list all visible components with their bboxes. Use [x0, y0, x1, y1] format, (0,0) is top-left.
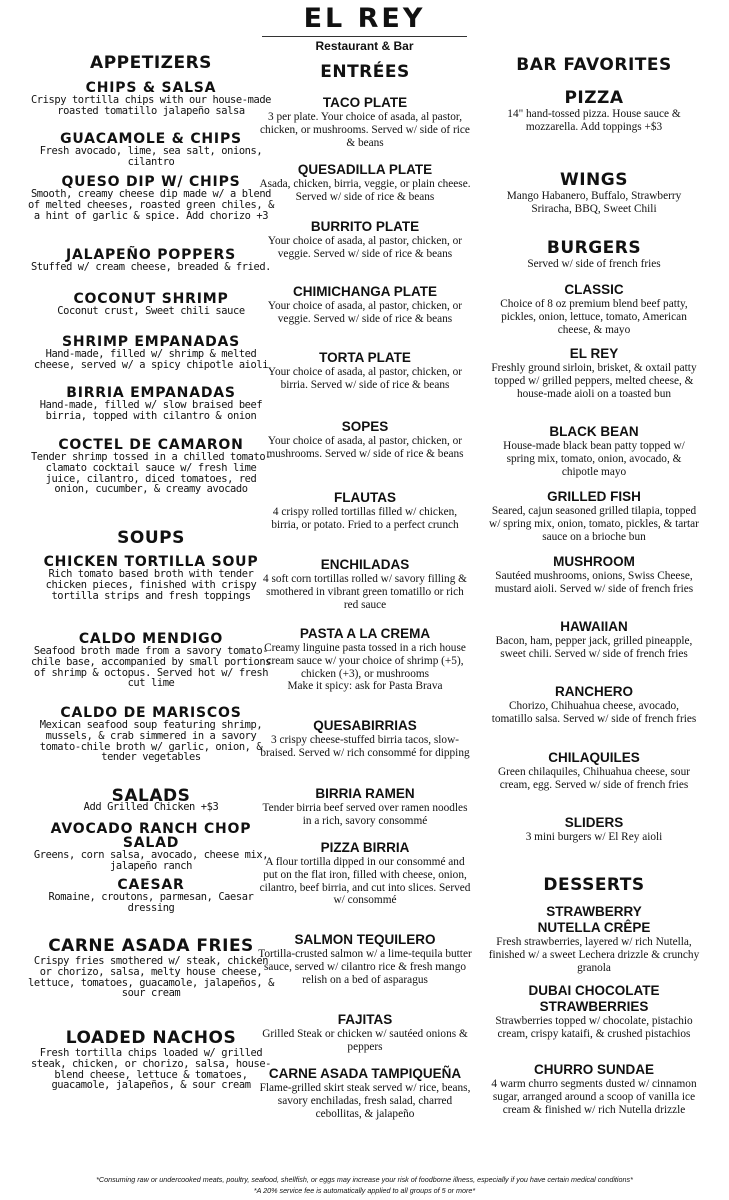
- menu-item: [28, 335, 274, 371]
- item-description: 14" hand-tossed pizza. House sauce & mozzarella. Add toppings +$3: [507, 108, 681, 133]
- menu-item: [258, 95, 472, 149]
- item-description: Fresh avocado, lime, sea salt, onions, cilantro: [39, 145, 263, 168]
- menu-header: [0, 0, 729, 53]
- section-title-bar-favorites: BAR FAVORITES: [516, 55, 672, 75]
- item-name: CARNE ASADA TAMPIQUEÑA: [268, 1066, 462, 1081]
- item-name: SLIDERS: [564, 815, 624, 830]
- item-name: AVOCADO RANCH CHOP SALAD: [50, 821, 252, 851]
- item-description: Rich tomato based broth with tender chicken pieces, finished with crispy tortilla strips and fresh toppings: [45, 568, 257, 602]
- burgers-note: [488, 258, 700, 271]
- menu-item: [258, 490, 472, 532]
- item-description: Mango Habanero, Buffalo, Strawberry Sriracha, BBQ, Sweet Chili: [506, 190, 682, 215]
- item-extra-note: Make it spicy: ask for Pasta Brava: [287, 680, 443, 693]
- salads-note: [28, 802, 274, 813]
- menu-item: [488, 983, 700, 1041]
- menu-item: [488, 88, 700, 134]
- menu-item: [28, 132, 274, 168]
- item-description: Freshly ground sirloin, brisket, & oxtail patty topped w/ grilled peppers, melted cheese, & house-made aioli on a toasted bun: [491, 362, 697, 400]
- menu-item: [28, 81, 274, 117]
- item-description: Chorizo, Chihuahua cheese, avocado, tomatillo salsa. Served w/ side of french fries: [491, 700, 697, 725]
- item-name: GUACAMOLE & CHIPS: [60, 131, 242, 147]
- item-name: HAWAIIAN: [560, 619, 628, 634]
- menu-item-featured: [28, 936, 274, 999]
- footer-disclaimer: [0, 1174, 729, 1196]
- menu-item: [258, 932, 472, 986]
- menu-item: [258, 162, 472, 204]
- item-name: STRAWBERRY NUTELLA CRÊPE: [537, 904, 651, 935]
- menu-item: [488, 750, 700, 792]
- item-name: JALAPEÑO POPPERS: [65, 247, 237, 263]
- item-description: Seared, cajun seasoned grilled tilapia, topped w/ spring mix, onion, tomato, pickles, & tartar sauce on a brioche bun: [489, 505, 699, 543]
- item-name: TORTA PLATE: [319, 350, 411, 365]
- section-title-desserts: DESSERTS: [543, 875, 645, 895]
- menu-item: [488, 424, 700, 478]
- item-name: BIRRIA RAMEN: [315, 786, 415, 801]
- section-title-entrees: ENTRÉES: [320, 62, 410, 82]
- menu-item: [488, 619, 700, 661]
- menu-item: [488, 170, 700, 216]
- item-description: Fresh tortilla chips loaded w/ grilled steak, chicken, or chorizo, salsa, house-blend cheese, lettuce & tomatoes, guacamole, jalapeños, & sour cream: [30, 1047, 272, 1092]
- menu-item: [258, 718, 472, 760]
- item-name: LOADED NACHOS: [65, 1028, 237, 1048]
- menu-item: [258, 1066, 472, 1120]
- item-name: QUESO DIP W/ CHIPS: [61, 174, 241, 190]
- item-name: CHIMICHANGA PLATE: [293, 284, 437, 299]
- menu-item: [488, 1062, 700, 1116]
- item-name: QUESABIRRIAS: [313, 718, 417, 733]
- item-description: 4 soft corn tortillas rolled w/ savory filling & smothered in vibrant green tomatillo or rich red sauce: [263, 573, 467, 611]
- item-name: CHILAQUILES: [548, 750, 640, 765]
- item-description: Tender birria beef served over ramen noodles in a rich, savory consommé: [262, 802, 468, 827]
- item-description: 3 per plate. Your choice of asada, al pastor, chicken, or mushrooms. Served w/ side of rice & beans: [260, 111, 470, 149]
- menu-item-featured: [28, 1028, 274, 1091]
- menu-item: [28, 878, 274, 914]
- item-description: Seafood broth made from a savory tomato-chile base, accompanied by small portions of shrimp & octopus. Served hot w/ fresh cut lime: [30, 645, 272, 690]
- menu-item: [28, 386, 274, 422]
- item-name: SALMON TEQUILERO: [294, 932, 436, 947]
- item-description: Sautéed mushrooms, onions, Swiss Cheese, mustard aioli. Served w/ side of french fries: [494, 570, 694, 595]
- item-description: Your choice of asada, al pastor, chicken, or birria. Served w/ side of rice & beans: [267, 366, 463, 391]
- item-description: Your choice of asada, al pastor, chicken, or mushrooms. Served w/ side of rice & beans: [266, 435, 464, 460]
- item-description: Smooth, creamy cheese dip made w/ a blend of melted cheeses, roasted green chiles, & a hint of garlic & spice. Add chorizo +3: [28, 188, 274, 222]
- menu-item: [488, 904, 700, 974]
- item-description: Stuffed w/ cream cheese, breaded & fried.: [30, 261, 272, 273]
- item-description: Fresh strawberries, layered w/ rich Nutella, finished w/ a sweet Lechera drizzle & crunchy granola: [488, 936, 700, 974]
- item-name: CALDO DE MARISCOS: [60, 705, 242, 721]
- item-description: Strawberries topped w/ chocolate, pistachio cream, crispy kataifi, & crushed pistachios: [495, 1015, 693, 1040]
- item-description: A flour tortilla dipped in our consommé and put on the flat iron, filled with cheese, onion, cilantro, beef birria, and cut into slices. Served w/ consommé: [259, 856, 471, 907]
- section-title-burgers: BURGERS: [546, 238, 642, 258]
- menu-item: [488, 684, 700, 726]
- item-name: WINGS: [559, 170, 628, 190]
- menu-item: [258, 786, 472, 828]
- item-name: FAJITAS: [337, 1012, 393, 1027]
- item-description: Tender shrimp tossed in a chilled tomato-clamato cocktail sauce w/ fresh lime juice, cilantro, diced tomatoes, red onion, cucumber, & creamy avocado: [30, 451, 272, 496]
- item-name: CHIPS & SALSA: [85, 80, 217, 96]
- menu-item: [28, 706, 274, 763]
- menu-item: [258, 219, 472, 261]
- item-name: BURRITO PLATE: [310, 219, 420, 234]
- item-description: Greens, corn salsa, avocado, cheese mix, jalapeño ranch: [33, 849, 269, 872]
- item-name: ENCHILADAS: [320, 557, 410, 572]
- section-title-salads: SALADS: [111, 786, 191, 806]
- item-name: CLASSIC: [564, 282, 624, 297]
- menu-item: [28, 555, 274, 601]
- menu-item: [258, 840, 472, 907]
- item-description: Grilled Steak or chicken w/ sautéed onions & peppers: [262, 1028, 468, 1053]
- section-title-soups: SOUPS: [117, 528, 185, 548]
- item-description: Coconut crust, Sweet chili sauce: [57, 305, 245, 317]
- item-name: CAESAR: [117, 877, 185, 893]
- item-description: Hand-made, filled w/ slow braised beef birria, topped with cilantro & onion: [39, 399, 263, 422]
- item-description: Mexican seafood soup featuring shrimp, mussels, & crab simmered in a savory tomato-chile broth w/ garlic, onion, & tender vegetables: [39, 719, 263, 764]
- item-name: PASTA A LA CREMA: [299, 626, 431, 641]
- item-name: SOPES: [341, 419, 389, 434]
- item-description: 4 crispy rolled tortillas filled w/ chicken, birria, or potato. Fried to a perfect crunch: [271, 506, 459, 531]
- item-name: EL REY: [569, 346, 619, 361]
- menu-item: [28, 438, 274, 495]
- item-name: CHICKEN TORTILLA SOUP: [43, 554, 259, 570]
- menu-item: [28, 632, 274, 689]
- item-name: CARNE ASADA FRIES: [48, 936, 254, 956]
- menu-item: [258, 557, 472, 611]
- item-description: Green chilaquiles, Chihuahua cheese, sour cream, egg. Served w/ side of french fries: [498, 766, 690, 791]
- menu-item: [488, 815, 700, 844]
- item-name: FLAUTAS: [334, 490, 396, 505]
- item-name: QUESADILLA PLATE: [297, 162, 433, 177]
- item-name: PIZZA: [564, 88, 624, 108]
- menu-item: [258, 626, 472, 693]
- menu-item: [28, 248, 274, 273]
- item-name: TACO PLATE: [322, 95, 408, 110]
- menu-item: [258, 350, 472, 392]
- menu-item: [488, 554, 700, 596]
- salads-addon-note: Add Grilled Chicken +$3: [83, 801, 219, 813]
- item-name: MUSHROOM: [553, 554, 635, 569]
- item-name: CHURRO SUNDAE: [533, 1062, 654, 1077]
- item-name: DUBAI CHOCOLATE STRAWBERRIES: [528, 983, 660, 1014]
- item-name: CALDO MENDIGO: [78, 631, 224, 647]
- item-name: BLACK BEAN: [549, 424, 639, 439]
- item-name: GRILLED FISH: [547, 489, 641, 504]
- item-name: COCONUT SHRIMP: [73, 291, 229, 307]
- item-description: Your choice of asada, al pastor, chicken, or veggie. Served w/ side of rice & beans: [267, 300, 463, 325]
- menu-item: [28, 292, 274, 317]
- item-description: Crispy fries smothered w/ steak, chicken or chorizo, salsa, melty house cheese, lettuce, tomatoes, guacamole, jalapeños, & sour cream: [28, 955, 274, 1000]
- section-title-appetizers: APPETIZERS: [90, 53, 212, 73]
- restaurant-name: EL REY: [303, 3, 426, 34]
- restaurant-tagline: Restaurant & Bar: [315, 39, 414, 53]
- menu-item: [488, 346, 700, 400]
- item-description: 3 mini burgers w/ El Rey aioli: [525, 831, 663, 843]
- header-divider: [262, 36, 467, 37]
- item-description: Your choice of asada, al pastor, chicken, or veggie. Served w/ side of rice & beans: [267, 235, 463, 260]
- menu-item: [28, 822, 274, 872]
- item-name: COCTEL DE CAMARON: [58, 437, 244, 453]
- service-fee-notice: *A 20% service fee is automatically applied to all groups of 5 or more*: [253, 1186, 476, 1195]
- item-description: Crispy tortilla chips with our house-made roasted tomatillo jalapeño salsa: [30, 94, 272, 117]
- item-name: RANCHERO: [554, 684, 633, 699]
- menu-item: [258, 284, 472, 326]
- menu-item: [258, 419, 472, 461]
- item-description: House-made black bean patty topped w/ spring mix, tomato, onion, avocado, & chipotle mayo: [503, 440, 685, 478]
- menu-item: [488, 489, 700, 543]
- item-description: Tortilla-crusted salmon w/ a lime-tequila butter sauce, served w/ cilantro rice & fresh mango relish on a bed of asparagus: [258, 948, 472, 986]
- item-description: Hand-made, filled w/ shrimp & melted cheese, served w/ a spicy chipotle aioli: [33, 348, 269, 371]
- item-description: Creamy linguine pasta tossed in a rich house cream sauce w/ your choice of shrimp (+5), chicken (+3), or mushrooms: [264, 642, 466, 680]
- item-description: 3 crispy cheese-stuffed birria tacos, slow-braised. Served w/ rich consommé for dipping: [260, 734, 470, 759]
- menu-item: [28, 175, 274, 221]
- item-description: Choice of 8 oz premium blend beef patty, pickles, onion, lettuce, tomato, American cheese, & mayo: [500, 298, 688, 336]
- menu-item: [258, 1012, 472, 1054]
- item-name: PIZZA BIRRIA: [320, 840, 410, 855]
- item-description: Flame-grilled skirt steak served w/ rice, beans, savory enchiladas, fresh salad, charred cebollitas, & jalapeño: [259, 1082, 471, 1120]
- item-name: SHRIMP EMPANADAS: [61, 334, 241, 350]
- item-description: Bacon, ham, pepper jack, grilled pineapple, sweet chili. Served w/ side of french fries: [495, 635, 693, 660]
- menu-item: [488, 282, 700, 336]
- item-name: BIRRIA EMPANADAS: [66, 385, 236, 401]
- item-description: 4 warm churro segments dusted w/ cinnamon sugar, arranged around a scoop of vanilla ice cream & finished w/ rich Nutella drizzle: [491, 1078, 697, 1116]
- burgers-side-note: Served w/ side of french fries: [527, 258, 661, 270]
- item-description: Romaine, croutons, parmesan, Caesar dressing: [48, 891, 254, 914]
- item-description: Asada, chicken, birria, veggie, or plain cheese. Served w/ side of rice & beans: [259, 178, 471, 203]
- foodborne-illness-warning: *Consuming raw or undercooked meats, poultry, seafood, shellfish, or eggs may increase your risk of foodborne illness, especially if you have certain medical conditions*: [96, 1175, 633, 1184]
